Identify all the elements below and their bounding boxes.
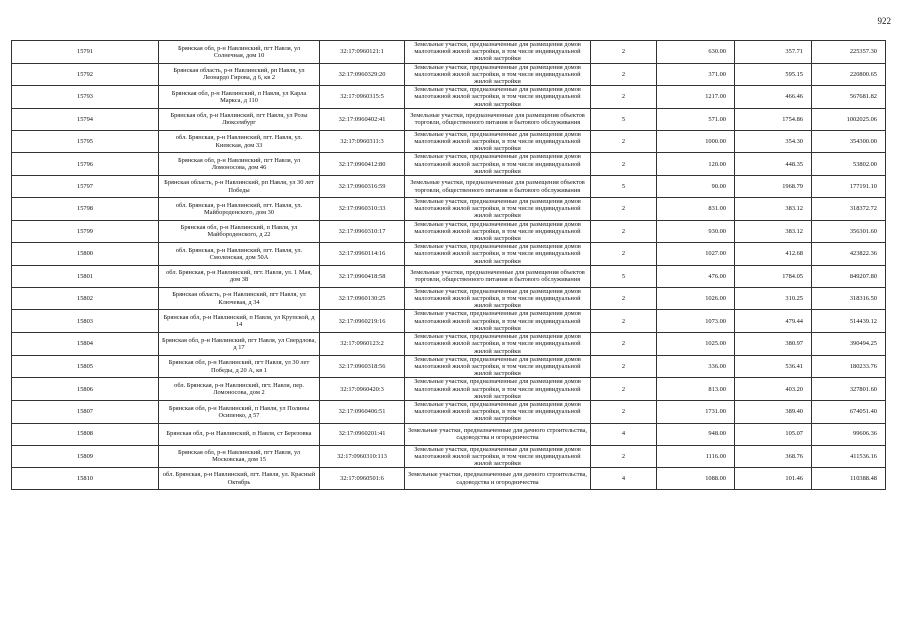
specific-value-cell: 1754.86 xyxy=(735,108,812,130)
table-row xyxy=(12,108,886,130)
cadastral-value-cell: 354300.00 xyxy=(812,130,886,153)
table-row xyxy=(12,265,886,287)
address-cell: Брянская обл, р-н Навлинский, п Навля, ул Полины Осипенко, д 57 xyxy=(159,400,320,423)
page-number: 922 xyxy=(877,16,891,26)
group-number-cell: 2 xyxy=(591,445,657,468)
land-use-group-cell: Земельные участки, предназначенные для размещения домов малоэтажной жилой застройки, в том числе индивидуальной жилой застройки xyxy=(405,378,591,401)
area-cell: 630.00 xyxy=(657,41,735,64)
cadastral-value-cell: 567681.82 xyxy=(812,86,886,109)
land-use-group-cell: Земельные участки, предназначенные для размещения объектов торговли, общественного питания и бытового обслуживания xyxy=(405,176,591,198)
cadastral-number-cell: 32:17:0960329:20 xyxy=(320,63,405,86)
area-cell: 371.00 xyxy=(657,63,735,86)
table-row xyxy=(12,400,886,423)
address-cell: Брянская обл, р-н Навлинский, пгт Навля, ул Солнечная, дом 10 xyxy=(159,41,320,64)
cadastral-value-cell: 110388.48 xyxy=(812,468,886,490)
cadastral-value-cell: 225357.30 xyxy=(812,41,886,64)
row-number-cell: 15797 xyxy=(12,176,159,198)
area-cell: 1088.00 xyxy=(657,468,735,490)
cadastral-number-cell: 32:17:0960501:6 xyxy=(320,468,405,490)
land-use-group-cell: Земельные участки, предназначенные для размещения домов малоэтажной жилой застройки, в том числе индивидуальной жилой застройки xyxy=(405,130,591,153)
group-number-cell: 2 xyxy=(591,220,657,243)
row-number-cell: 15810 xyxy=(12,468,159,490)
specific-value-cell: 383.12 xyxy=(735,198,812,221)
address-cell: Брянская обл, р-н Навлинский, пгт Навля, ул Ломоносова, дом 46 xyxy=(159,153,320,176)
specific-value-cell: 101.46 xyxy=(735,468,812,490)
row-number-cell: 15798 xyxy=(12,198,159,221)
cadastral-value-table xyxy=(11,40,886,490)
specific-value-cell: 383.12 xyxy=(735,220,812,243)
address-cell: Брянская обл, р-н Навлинский, пгт Навля, ул Свердлова, д 17 xyxy=(159,333,320,356)
group-number-cell: 2 xyxy=(591,243,657,266)
land-use-group-cell: Земельные участки, предназначенные для размещения домов малоэтажной жилой застройки, в том числе индивидуальной жилой застройки xyxy=(405,41,591,64)
specific-value-cell: 1968.79 xyxy=(735,176,812,198)
cadastral-number-cell: 32:17:0960316:59 xyxy=(320,176,405,198)
specific-value-cell: 595.15 xyxy=(735,63,812,86)
land-use-group-cell: Земельные участки, предназначенные для размещения домов малоэтажной жилой застройки, в том числе индивидуальной жилой застройки xyxy=(405,287,591,310)
table-row xyxy=(12,153,886,176)
cadastral-number-cell: 32:17:0960310:113 xyxy=(320,445,405,468)
table-row xyxy=(12,333,886,356)
row-number-cell: 15805 xyxy=(12,355,159,378)
land-use-group-cell: Земельные участки, предназначенные для дачного строительства, садоводства и огородничества xyxy=(405,423,591,445)
group-number-cell: 4 xyxy=(591,423,657,445)
table-row xyxy=(12,176,886,198)
row-number-cell: 15806 xyxy=(12,378,159,401)
area-cell: 831.00 xyxy=(657,198,735,221)
cadastral-value-cell: 390494.25 xyxy=(812,333,886,356)
cadastral-value-cell: 411536.16 xyxy=(812,445,886,468)
specific-value-cell: 368.76 xyxy=(735,445,812,468)
cadastral-number-cell: 32:17:0960310:33 xyxy=(320,198,405,221)
address-cell: обл. Брянская, р-н Навлинский, пгт. Навля, ул. Смоленская, дом 50А xyxy=(159,243,320,266)
cadastral-value-cell: 180233.76 xyxy=(812,355,886,378)
cadastral-value-cell: 356301.60 xyxy=(812,220,886,243)
land-use-group-cell: Земельные участки, предназначенные для размещения домов малоэтажной жилой застройки, в том числе индивидуальной жилой застройки xyxy=(405,355,591,378)
area-cell: 930.00 xyxy=(657,220,735,243)
table-row xyxy=(12,41,886,64)
cadastral-value-cell: 177191.10 xyxy=(812,176,886,198)
specific-value-cell: 310.25 xyxy=(735,287,812,310)
table-row xyxy=(12,310,886,333)
land-use-group-cell: Земельные участки, предназначенные для размещения домов малоэтажной жилой застройки, в том числе индивидуальной жилой застройки xyxy=(405,153,591,176)
cadastral-value-cell: 99606.36 xyxy=(812,423,886,445)
group-number-cell: 2 xyxy=(591,63,657,86)
land-use-group-cell: Земельные участки, предназначенные для размещения домов малоэтажной жилой застройки, в том числе индивидуальной жилой застройки xyxy=(405,63,591,86)
area-cell: 948.00 xyxy=(657,423,735,445)
row-number-cell: 15803 xyxy=(12,310,159,333)
address-cell: Брянская обл, р-н Навлинский, п Навля, ул Майбороденского, д 22 xyxy=(159,220,320,243)
table-row xyxy=(12,445,886,468)
cadastral-number-cell: 32:17:0960121:1 xyxy=(320,41,405,64)
cadastral-number-cell: 32:17:0960418:58 xyxy=(320,265,405,287)
group-number-cell: 5 xyxy=(591,176,657,198)
cadastral-number-cell: 32:17:0960315:5 xyxy=(320,86,405,109)
specific-value-cell: 380.97 xyxy=(735,333,812,356)
row-number-cell: 15794 xyxy=(12,108,159,130)
cadastral-number-cell: 32:17:0960114:16 xyxy=(320,243,405,266)
row-number-cell: 15795 xyxy=(12,130,159,153)
address-cell: Брянская область, р-н Навлинский, пгт Навля, ул Ключевая, д 34 xyxy=(159,287,320,310)
cadastral-value-cell: 849207.80 xyxy=(812,265,886,287)
specific-value-cell: 389.40 xyxy=(735,400,812,423)
cadastral-number-cell: 32:17:0960123:2 xyxy=(320,333,405,356)
row-number-cell: 15809 xyxy=(12,445,159,468)
group-number-cell: 2 xyxy=(591,310,657,333)
cadastral-value-cell: 318372.72 xyxy=(812,198,886,221)
specific-value-cell: 412.68 xyxy=(735,243,812,266)
area-cell: 813.00 xyxy=(657,378,735,401)
group-number-cell: 5 xyxy=(591,265,657,287)
row-number-cell: 15800 xyxy=(12,243,159,266)
cadastral-value-cell: 514439.12 xyxy=(812,310,886,333)
group-number-cell: 2 xyxy=(591,153,657,176)
row-number-cell: 15807 xyxy=(12,400,159,423)
group-number-cell: 2 xyxy=(591,287,657,310)
row-number-cell: 15804 xyxy=(12,333,159,356)
cadastral-number-cell: 32:17:0960412:80 xyxy=(320,153,405,176)
table-row xyxy=(12,63,886,86)
specific-value-cell: 448.35 xyxy=(735,153,812,176)
land-use-group-cell: Земельные участки, предназначенные для дачного строительства, садоводства и огородничества xyxy=(405,468,591,490)
table-row xyxy=(12,378,886,401)
cadastral-value-cell: 674051.40 xyxy=(812,400,886,423)
group-number-cell: 2 xyxy=(591,400,657,423)
cadastral-value-cell: 423822.36 xyxy=(812,243,886,266)
area-cell: 90.00 xyxy=(657,176,735,198)
cadastral-number-cell: 32:17:0960219:16 xyxy=(320,310,405,333)
group-number-cell: 2 xyxy=(591,378,657,401)
address-cell: Брянская обл, р-н Навлинский, п Навля, ул Крупской, д 14 xyxy=(159,310,320,333)
address-cell: обл. Брянская, р-н Навлинский, пгт. Навля, ул. Красный Октябрь xyxy=(159,468,320,490)
table-body xyxy=(12,41,886,490)
table-row xyxy=(12,243,886,266)
address-cell: Брянская область, р-н Навлинский, рп Навля, ул Леонардо Гирова, д 6, кв 2 xyxy=(159,63,320,86)
area-cell: 1073.00 xyxy=(657,310,735,333)
specific-value-cell: 536.41 xyxy=(735,355,812,378)
cadastral-value-cell: 1002025.06 xyxy=(812,108,886,130)
area-cell: 1217.00 xyxy=(657,86,735,109)
land-use-group-cell: Земельные участки, предназначенные для размещения домов малоэтажной жилой застройки, в том числе индивидуальной жилой застройки xyxy=(405,198,591,221)
table-row xyxy=(12,468,886,490)
area-cell: 1027.00 xyxy=(657,243,735,266)
land-use-group-cell: Земельные участки, предназначенные для размещения объектов торговли, общественного питания и бытового обслуживания xyxy=(405,108,591,130)
area-cell: 571.00 xyxy=(657,108,735,130)
area-cell: 1026.00 xyxy=(657,287,735,310)
land-use-group-cell: Земельные участки, предназначенные для размещения домов малоэтажной жилой застройки, в том числе индивидуальной жилой застройки xyxy=(405,445,591,468)
cadastral-number-cell: 32:17:0960420:3 xyxy=(320,378,405,401)
group-number-cell: 5 xyxy=(591,108,657,130)
specific-value-cell: 466.46 xyxy=(735,86,812,109)
area-cell: 476.00 xyxy=(657,265,735,287)
table-row xyxy=(12,130,886,153)
cadastral-number-cell: 32:17:0960406:51 xyxy=(320,400,405,423)
cadastral-value-cell: 220800.65 xyxy=(812,63,886,86)
area-cell: 1025.00 xyxy=(657,333,735,356)
specific-value-cell: 354.30 xyxy=(735,130,812,153)
land-use-group-cell: Земельные участки, предназначенные для размещения домов малоэтажной жилой застройки, в том числе индивидуальной жилой застройки xyxy=(405,400,591,423)
table-row xyxy=(12,86,886,109)
address-cell: Брянская обл, р-н Навлинский, п Навля, ст Березовка xyxy=(159,423,320,445)
group-number-cell: 2 xyxy=(591,86,657,109)
cadastral-value-cell: 318316.50 xyxy=(812,287,886,310)
address-cell: обл. Брянская, р-н Навлинский, пгт. Навля, пер. Ломоносова, дом 2 xyxy=(159,378,320,401)
area-cell: 120.00 xyxy=(657,153,735,176)
cadastral-number-cell: 32:17:0960201:41 xyxy=(320,423,405,445)
specific-value-cell: 403.20 xyxy=(735,378,812,401)
cadastral-value-cell: 327801.60 xyxy=(812,378,886,401)
specific-value-cell: 479.44 xyxy=(735,310,812,333)
cadastral-value-cell: 53802.00 xyxy=(812,153,886,176)
cadastral-number-cell: 32:17:0960310:17 xyxy=(320,220,405,243)
group-number-cell: 2 xyxy=(591,130,657,153)
cadastral-number-cell: 32:17:0960402:41 xyxy=(320,108,405,130)
specific-value-cell: 357.71 xyxy=(735,41,812,64)
cadastral-number-cell: 32:17:0960130:25 xyxy=(320,287,405,310)
address-cell: обл. Брянская, р-н Навлинский, пгт. Навля, ул. Киевская, дом 33 xyxy=(159,130,320,153)
table-row xyxy=(12,355,886,378)
land-use-group-cell: Земельные участки, предназначенные для размещения домов малоэтажной жилой застройки, в том числе индивидуальной жилой застройки xyxy=(405,333,591,356)
cadastral-number-cell: 32:17:0960318:56 xyxy=(320,355,405,378)
row-number-cell: 15791 xyxy=(12,41,159,64)
area-cell: 1731.00 xyxy=(657,400,735,423)
address-cell: Брянская обл, р-н Навлинский, п Навля, ул Карла Маркса, д 110 xyxy=(159,86,320,109)
specific-value-cell: 1784.05 xyxy=(735,265,812,287)
row-number-cell: 15808 xyxy=(12,423,159,445)
area-cell: 1116.00 xyxy=(657,445,735,468)
area-cell: 1000.00 xyxy=(657,130,735,153)
row-number-cell: 15801 xyxy=(12,265,159,287)
row-number-cell: 15799 xyxy=(12,220,159,243)
table-row xyxy=(12,220,886,243)
cadastral-number-cell: 32:17:0960311:3 xyxy=(320,130,405,153)
group-number-cell: 2 xyxy=(591,333,657,356)
address-cell: Брянская обл, р-н Навлинский, пгт Навля, ул 30 лет Победы, д 20 А, кв 1 xyxy=(159,355,320,378)
table-row xyxy=(12,198,886,221)
address-cell: обл. Брянская, р-н Навлинский, пгт. Навля, ул. Майбороденского, дом 30 xyxy=(159,198,320,221)
group-number-cell: 2 xyxy=(591,198,657,221)
address-cell: Брянская область, р-н Навлинский, рп Навля, ул 30 лет Победы xyxy=(159,176,320,198)
row-number-cell: 15792 xyxy=(12,63,159,86)
row-number-cell: 15802 xyxy=(12,287,159,310)
land-use-group-cell: Земельные участки, предназначенные для размещения домов малоэтажной жилой застройки, в том числе индивидуальной жилой застройки xyxy=(405,243,591,266)
land-use-group-cell: Земельные участки, предназначенные для размещения домов малоэтажной жилой застройки, в том числе индивидуальной жилой застройки xyxy=(405,310,591,333)
land-use-group-cell: Земельные участки, предназначенные для размещения объектов торговли, общественного питания и бытового обслуживания xyxy=(405,265,591,287)
row-number-cell: 15796 xyxy=(12,153,159,176)
row-number-cell: 15793 xyxy=(12,86,159,109)
table-row xyxy=(12,287,886,310)
land-use-group-cell: Земельные участки, предназначенные для размещения домов малоэтажной жилой застройки, в том числе индивидуальной жилой застройки xyxy=(405,86,591,109)
group-number-cell: 4 xyxy=(591,468,657,490)
area-cell: 336.00 xyxy=(657,355,735,378)
address-cell: Брянская обл, р-н Навлинский, пгт Навля, ул Розы Люксембург xyxy=(159,108,320,130)
specific-value-cell: 105.07 xyxy=(735,423,812,445)
group-number-cell: 2 xyxy=(591,355,657,378)
table-row xyxy=(12,423,886,445)
land-use-group-cell: Земельные участки, предназначенные для размещения домов малоэтажной жилой застройки, в том числе индивидуальной жилой застройки xyxy=(405,220,591,243)
group-number-cell: 2 xyxy=(591,41,657,64)
address-cell: Брянская обл, р-н Навлинский, пгт Навля, ул Московская, дом 15 xyxy=(159,445,320,468)
address-cell: обл. Брянская, р-н Навлинский, пгт. Навля, ул. 1 Мая, дом 38 xyxy=(159,265,320,287)
